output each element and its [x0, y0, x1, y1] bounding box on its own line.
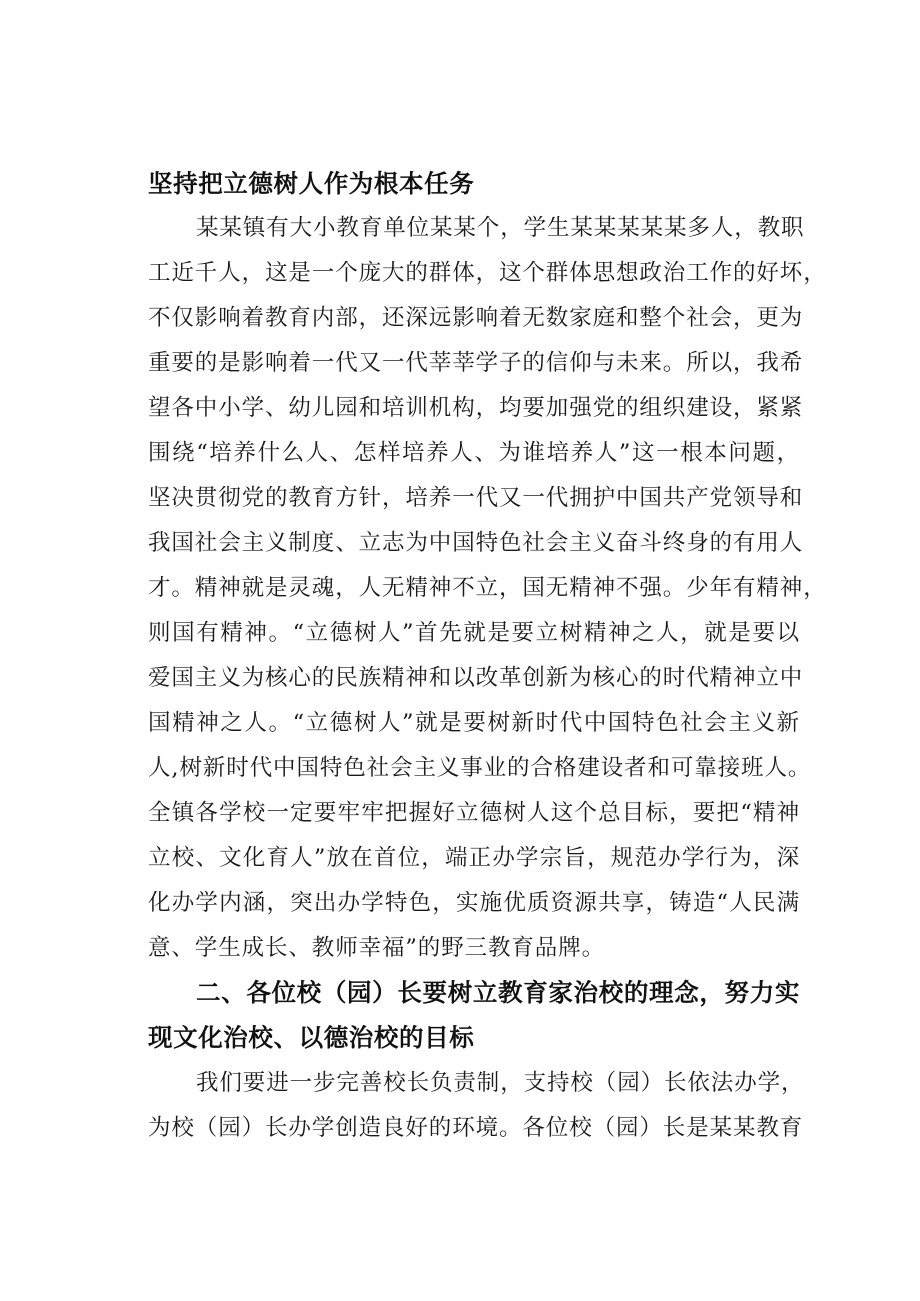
paragraph-1-line-9: 才。精神就是灵魂，人无精神不立，国无精神不强。少年有精神， [148, 575, 827, 601]
paragraph-1-line-3: 不仅影响着教育内部，还深远影响着无数家庭和整个社会，更为 [148, 305, 804, 331]
paragraph-1-line-8: 我国社会主义制度、立志为中国特色社会主义奋斗终身的有用人 [148, 530, 804, 556]
paragraph-1-line-7: 坚决贯彻党的教育方针，培养一代又一代拥护中国共产党领导和 [148, 485, 804, 511]
paragraph-1-line-12: 国精神之人。“立德树人”就是要树新时代中国特色社会主义新 [148, 710, 800, 736]
paragraph-1-line-6: 围绕“培养什么人、怎样培养人、为谁培养人”这一根本问题， [148, 440, 800, 466]
paragraph-1-line-5: 望各中小学、幼儿园和培训机构，均要加强党的组织建设，紧紧 [148, 395, 804, 421]
paragraph-2-line-1: 我们要进一步完善校长负责制，支持校（园）长依法办学， [196, 1070, 805, 1096]
section-heading-1: 坚持把立德树人作为根本任务 [148, 169, 475, 198]
paragraph-1-line-17: 意、学生成长、教师幸福”的野三教育品牌。 [148, 935, 606, 961]
section-heading-2-line-1: 二、各位校（园）长要树立教育家治校的理念，努力实 [196, 978, 800, 1007]
paragraph-1-line-11: 爱国主义为核心的民族精神和以改革创新为核心的时代精神立中 [148, 665, 804, 691]
paragraph-1-line-2: 工近千人，这是一个庞大的群体，这个群体思想政治工作的好坏， [148, 260, 827, 286]
section-heading-2-line-2: 现文化治校、以德治校的目标 [148, 1023, 475, 1052]
paragraph-1-line-15: 立校、文化育人”放在首位，端正办学宗旨，规范办学行为，深 [148, 845, 800, 871]
paragraph-1-line-10: 则国有精神。“立德树人”首先就是要立树精神之人，就是要以 [148, 620, 800, 646]
paragraph-1-line-4: 重要的是影响着一代又一代莘莘学子的信仰与未来。所以，我希 [148, 350, 804, 376]
paragraph-1-line-14: 全镇各学校一定要牢牢把握好立德树人这个总目标，要把“精神 [148, 800, 800, 826]
paragraph-1-line-1: 某某镇有大小教育单位某某个，学生某某某某某多人，教职 [196, 215, 805, 241]
paragraph-2-line-2: 为校（园）长办学创造良好的环境。各位校（园）长是某某教育 [148, 1115, 804, 1141]
paragraph-1-line-16: 化办学内涵，突出办学特色，实施优质资源共享，铸造“人民满 [148, 890, 800, 916]
paragraph-1-line-13: 人,树新时代中国特色社会主义事业的合格建设者和可靠接班人。 [148, 755, 812, 781]
